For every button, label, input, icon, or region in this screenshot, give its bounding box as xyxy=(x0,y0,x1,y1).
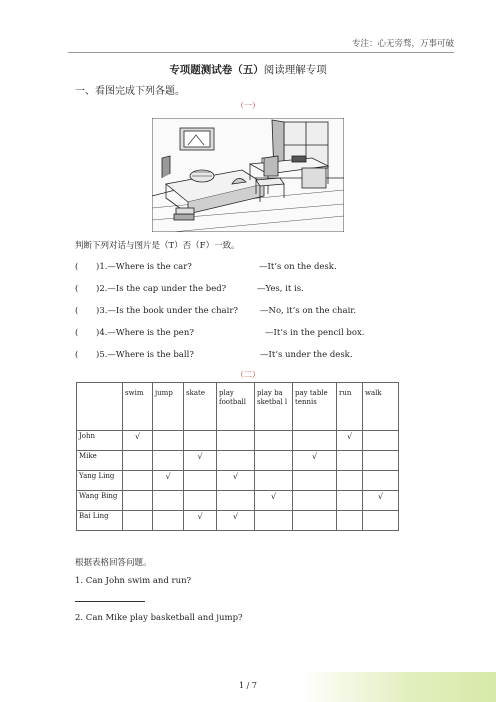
table-cell xyxy=(153,491,184,511)
table-cell: √ xyxy=(153,471,184,491)
table-header-cell: run xyxy=(337,383,363,431)
table-header-cell: pay table tennis xyxy=(293,383,337,431)
judge-question-1: )1.—Where is the car? xyxy=(96,262,192,272)
table-cell: √ xyxy=(293,451,337,471)
table-row xyxy=(77,511,399,531)
table-cell: √ xyxy=(363,491,399,511)
judge-instruction: 判断下列对话与图片是（T）否（F）一致。 xyxy=(75,241,240,251)
table-cell xyxy=(363,451,399,471)
title-bold: 专项题测试卷（五） xyxy=(169,64,264,76)
table-cell xyxy=(255,451,293,471)
table-cell: √ xyxy=(217,471,255,491)
judge-paren-1: ( xyxy=(75,262,79,272)
table-cell xyxy=(293,471,337,491)
table-cell xyxy=(293,511,337,531)
judge-answer-2: —Yes, it is. xyxy=(257,284,304,294)
table-cell xyxy=(337,511,363,531)
table-cell xyxy=(153,451,184,471)
row-name: Wang Bing xyxy=(77,491,123,511)
table-cell: √ xyxy=(217,511,255,531)
judge-paren-2: ( xyxy=(75,284,79,294)
table-header-cell: play ba sketbal l xyxy=(255,383,293,431)
table-cell xyxy=(255,511,293,531)
table-cell xyxy=(337,491,363,511)
table-cell xyxy=(123,471,153,491)
row-name: Bai Ling xyxy=(77,511,123,531)
table-header-cell: skate xyxy=(184,383,217,431)
table-cell xyxy=(255,471,293,491)
table-row xyxy=(77,491,399,511)
table-cell xyxy=(363,431,399,451)
table-cell: √ xyxy=(184,451,217,471)
table-header-row xyxy=(77,383,399,431)
table-cell: √ xyxy=(123,431,153,451)
table-cell: √ xyxy=(255,491,293,511)
table-header-cell: jump xyxy=(153,383,184,431)
table-cell xyxy=(184,491,217,511)
table-cell xyxy=(184,471,217,491)
judge-question-4: )4.—Where is the pen? xyxy=(96,328,194,338)
subheading-2: （二） xyxy=(236,370,260,379)
table-cell xyxy=(123,511,153,531)
table-cell xyxy=(363,511,399,531)
answer-line xyxy=(75,601,145,602)
section-heading: 一、看图完成下列各题。 xyxy=(75,86,185,97)
table-cell xyxy=(337,451,363,471)
table-row xyxy=(77,451,399,471)
activity-table xyxy=(76,382,399,531)
judge-question-5: )5.—Where is the ball? xyxy=(96,350,194,360)
judge-answer-5: —It’s under the desk. xyxy=(260,350,353,360)
table-cell xyxy=(363,471,399,491)
title-rest: 阅读理解专项 xyxy=(263,64,327,76)
row-name: John xyxy=(77,431,123,451)
table-cell: √ xyxy=(184,511,217,531)
subheading-1: （一） xyxy=(236,101,260,110)
question-2: 2. Can Mike play basketball and jump? xyxy=(75,613,243,623)
table-header-cell: play football xyxy=(217,383,255,431)
table-cell xyxy=(153,511,184,531)
bedroom-illustration xyxy=(152,118,344,232)
judge-answer-3: —No, it’s on the chair. xyxy=(260,306,357,316)
table-cell xyxy=(217,491,255,511)
table-cell xyxy=(217,451,255,471)
table-cell xyxy=(184,431,217,451)
question-1: 1. Can John swim and run? xyxy=(75,576,192,586)
page-number: 1 / 7 xyxy=(239,681,257,690)
table-row xyxy=(77,431,399,451)
row-name: Yang Ling xyxy=(77,471,123,491)
table-cell xyxy=(217,431,255,451)
table-cell xyxy=(337,471,363,491)
judge-question-2: )2.—Is the cap under the bed? xyxy=(96,284,227,294)
table-row xyxy=(77,471,399,491)
judge-question-3: )3.—Is the book under the chair? xyxy=(96,306,238,316)
table-header-cell xyxy=(77,383,123,431)
judge-answer-4: —It’s in the pencil box. xyxy=(265,328,365,338)
judge-answer-1: —It’s on the desk. xyxy=(259,262,337,272)
header-motto: 专注：心无旁骛，万事可破 xyxy=(351,39,454,49)
table-cell xyxy=(293,491,337,511)
table-cell xyxy=(123,491,153,511)
table-cell xyxy=(293,431,337,451)
header-divider xyxy=(68,52,454,53)
table-cell xyxy=(123,451,153,471)
judge-paren-5: ( xyxy=(75,350,79,360)
row-name: Mike xyxy=(77,451,123,471)
judge-paren-3: ( xyxy=(75,306,79,316)
table-cell: √ xyxy=(337,431,363,451)
table-cell xyxy=(255,431,293,451)
page-title xyxy=(0,62,496,77)
table-header-cell: swim xyxy=(123,383,153,431)
table-header-cell: walk xyxy=(363,383,399,431)
questions-instruction: 根据表格回答问题。 xyxy=(75,558,152,568)
judge-paren-4: ( xyxy=(75,328,79,338)
table-cell xyxy=(153,431,184,451)
